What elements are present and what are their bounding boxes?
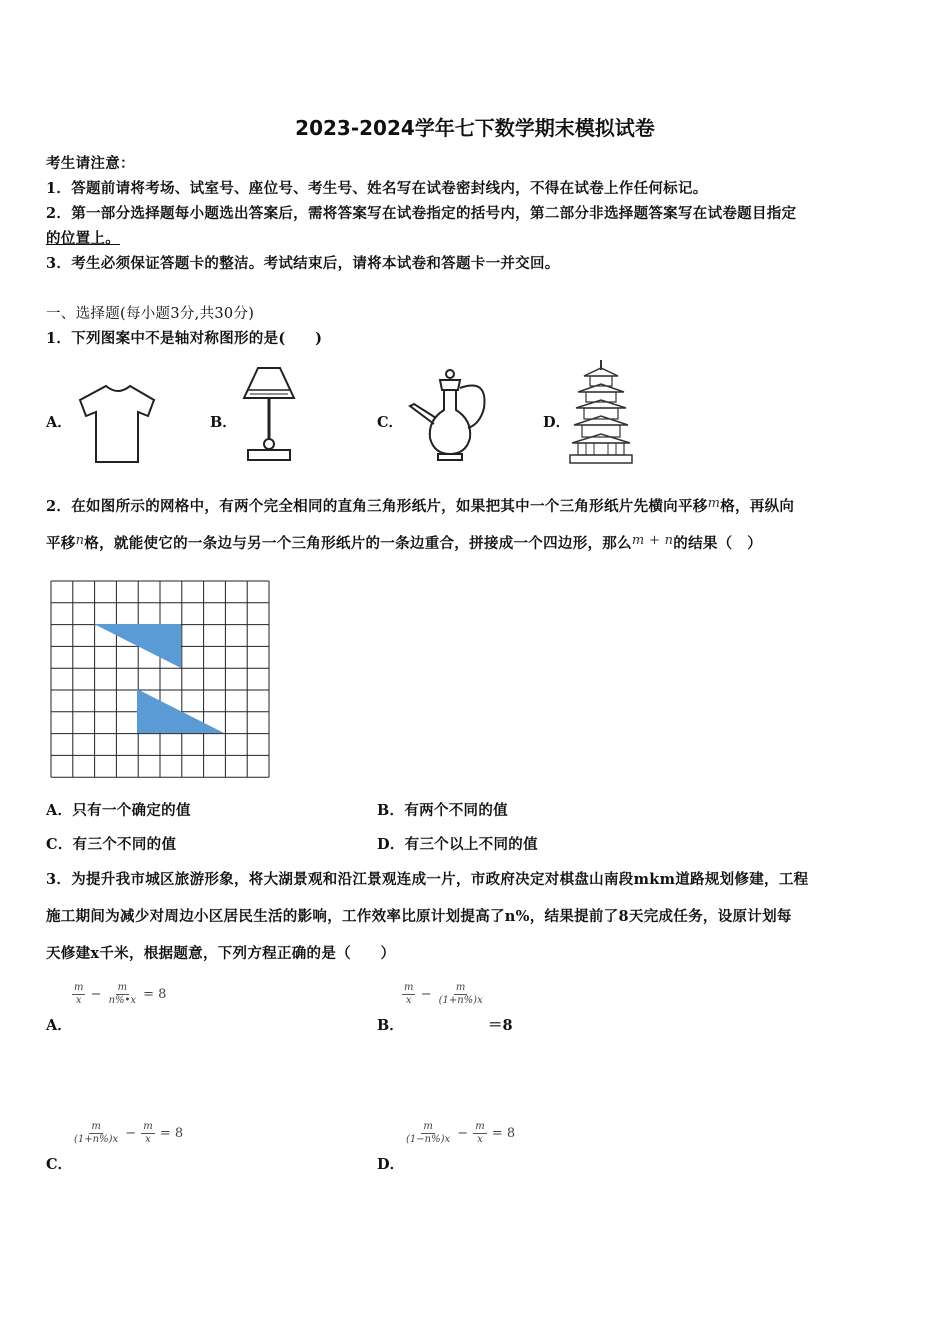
q3-option-b-label[interactable]: B． xyxy=(377,1017,404,1034)
question-2-line-1 xyxy=(46,495,794,516)
q3-formula-d: $\frac{m}{(1-n\%)x}$ − $\frac{m}{x}$ = 8 xyxy=(406,1121,516,1145)
q2-option-d[interactable]: D．有三个以上不同的值 xyxy=(377,836,538,853)
grid-lines xyxy=(51,581,269,777)
question-1-stem: 1．下列图案中不是轴对称图形的是( ) xyxy=(46,330,323,347)
q2-var-n: n xyxy=(75,533,85,548)
lamp-icon xyxy=(238,362,300,466)
q2-var-m: m xyxy=(707,496,721,511)
page-title: 2023-2024学年七下数学期末模拟试卷 xyxy=(295,116,655,140)
q3-formula-c: $\frac{m}{(1+n\%)x}$ − $\frac{m}{x}$ = 8 xyxy=(74,1121,184,1145)
q3-option-b-tail: ＝8 xyxy=(488,1017,513,1034)
q1-option-c-label[interactable]: C． xyxy=(377,414,404,431)
q1-option-b-label[interactable]: B． xyxy=(210,414,237,431)
q3-option-d-label[interactable]: D． xyxy=(377,1156,405,1173)
q2-line2-text-c: 的结果（ ） xyxy=(673,535,763,552)
q2-line2-text-b: 格，就能使它的一条边与另一个三角形纸片的一条边重合，拼接成一个四边形，那么 xyxy=(84,535,632,552)
pagoda-icon xyxy=(566,358,636,466)
q2-line2-text-a: 平移 xyxy=(46,535,76,552)
q2-line1-text-a: 2．在如图所示的网格中，有两个完全相同的直角三角形纸片，如果把其中一个三角形纸片先横向平移 xyxy=(46,498,708,515)
grid-figure xyxy=(50,580,272,778)
q3-option-a-label[interactable]: A． xyxy=(46,1017,72,1034)
q3-formula-b: $\frac{m}{x}$ − $\frac{m}{(1+n\%)x}$ xyxy=(404,982,483,1006)
q3-formula-a: $\frac{m}{x}$ − $\frac{m}{n\%•x}$ = 8 xyxy=(74,982,167,1006)
question-3-line-3: 天修建x千米，根据题意，下列方程正确的是（ ） xyxy=(46,945,396,962)
question-2-line-2 xyxy=(46,532,762,553)
notice-item-2-line-1: 2．第一部分选择题每小题选出答案后，需将答案写在试卷指定的括号内，第二部分非选择题答案写在试卷题目指定 xyxy=(46,205,797,222)
q1-option-a-label[interactable]: A． xyxy=(46,414,72,431)
q2-option-c[interactable]: C．有三个不同的值 xyxy=(46,836,177,853)
q1-option-d-label[interactable]: D． xyxy=(543,414,571,431)
q2-line1-text-b: 格，再纵向 xyxy=(720,498,795,515)
q2-option-b[interactable]: B．有两个不同的值 xyxy=(377,802,508,819)
q3-option-c-label[interactable]: C． xyxy=(46,1156,73,1173)
t-shirt-icon xyxy=(76,382,160,466)
notice-item-1: 1．答题前请将考场、试室号、座位号、考生号、姓名写在试卷密封线内，不得在试卷上作任何标记。 xyxy=(46,180,708,197)
teapot-icon xyxy=(406,368,492,464)
notice-item-2-line-2: 的位置上。 xyxy=(46,230,120,247)
q2-option-a[interactable]: A．只有一个确定的值 xyxy=(46,802,191,819)
notice-item-3: 3．考生必须保证答题卡的整洁。考试结束后，请将本试卷和答题卡一并交回。 xyxy=(46,255,560,272)
section-heading: 一、选择题(每小题3分,共30分) xyxy=(46,306,255,322)
question-3-line-2: 施工期间为减少对周边小区居民生活的影响，工作效率比原计划提高了n%，结果提前了8天完成任务，设原计划每 xyxy=(46,908,792,925)
q2-var-m-plus-n: m + n xyxy=(631,533,674,548)
notice-heading: 考生请注意： xyxy=(46,155,135,172)
lower-triangle xyxy=(137,689,224,733)
question-3-line-1: 3．为提升我市城区旅游形象，将大湖景观和沿江景观连成一片，市政府决定对棋盘山南段mkm道路规划修建，工程 xyxy=(46,871,809,888)
